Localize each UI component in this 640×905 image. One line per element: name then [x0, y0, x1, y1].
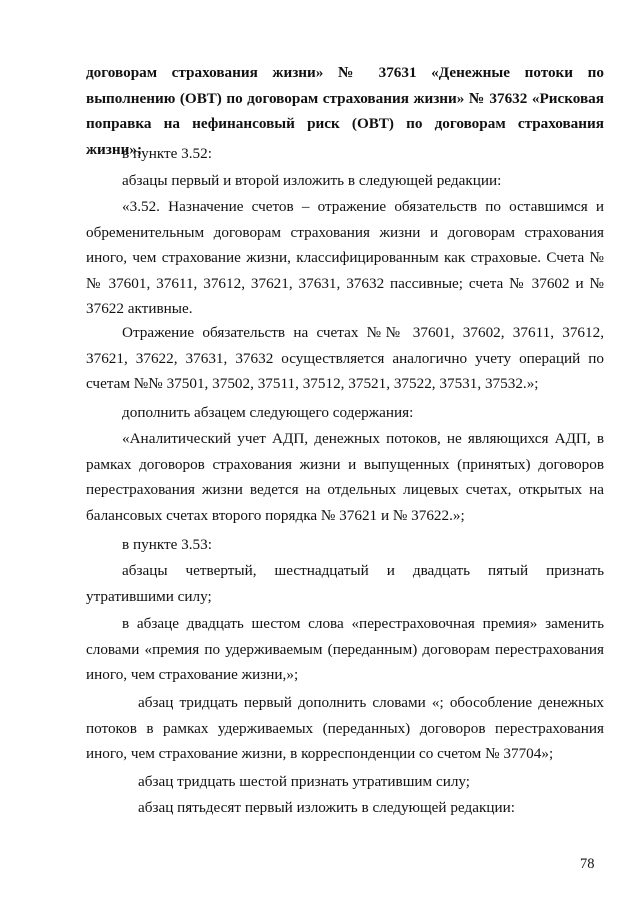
- paragraph-quote-3-52: «3.52. Назначение счетов – отражение обязательств по оставшимся и обременительным договорам страхования жизни и договорам страхования иного, чем страхование жизни, классифицированным как страховые. Счета №№ 37601, 37611, 37612, 37621, 37631, 37632 пассивные; счета № 37602 и № 37622 активные.: [86, 198, 604, 317]
- paragraph-accounts-reflection: Отражение обязательств на счетах №№ 37601, 37602, 37611, 37612, 37621, 37622, 37631, 37632 осуществляется аналогично учету операций по счетам №№ 37501, 37502, 37511, 37512, 37521, 37522, 37531, 37532.»;: [86, 324, 604, 392]
- paragraph-repeal-36: абзац тридцать шестой признать утратившим силу;: [138, 773, 471, 790]
- paragraph-instruction-edit: абзацы первый и второй изложить в следующей редакции:: [122, 172, 502, 189]
- paragraph-edit-51: абзац пятьдесят первый изложить в следующей редакции:: [138, 799, 515, 816]
- paragraph-item-3-52: в пункте 3.52:: [122, 145, 212, 162]
- paragraph-repeal-abz: абзацы четвертый, шестнадцатый и двадцать пятый признать утратившими силу;: [86, 562, 604, 605]
- paragraph-add-words: абзац тридцать первый дополнить словами «; обособление денежных потоков в рамках удерживаемых (переданных) договоров перестрахования иного, чем страхование жизни, в корреспонденции со счетом № 37704»;: [86, 694, 604, 762]
- paragraph-replace-words: в абзаце двадцать шестом слова «перестраховочная премия» заменить словами «премия по удерживаемым (переданным) договорам перестрахования иного, чем страхование жизни,»;: [86, 615, 604, 683]
- paragraph-continuation: договорам страхования жизни» № 37631 «Денежные потоки по выполнению (ОВТ) по договорам страхования жизни» № 37632 «Рисковая поправка на нефинансовый риск (ОВТ) по договорам страхования жизни»;: [86, 64, 604, 158]
- paragraph-instruction-add: дополнить абзацем следующего содержания:: [122, 404, 414, 421]
- paragraph-item-3-53: в пункте 3.53:: [122, 536, 212, 553]
- paragraph-quote-analytics: «Аналитический учет АДП, денежных потоков, не являющихся АДП, в рамках договоров страхования жизни и выпущенных (принятых) договоров перестрахования жизни ведется на отдельных лицевых счетах, открытых на балансовых счетах второго порядка № 37621 и № 37622.»;: [86, 430, 604, 524]
- page-number: 78: [580, 856, 595, 872]
